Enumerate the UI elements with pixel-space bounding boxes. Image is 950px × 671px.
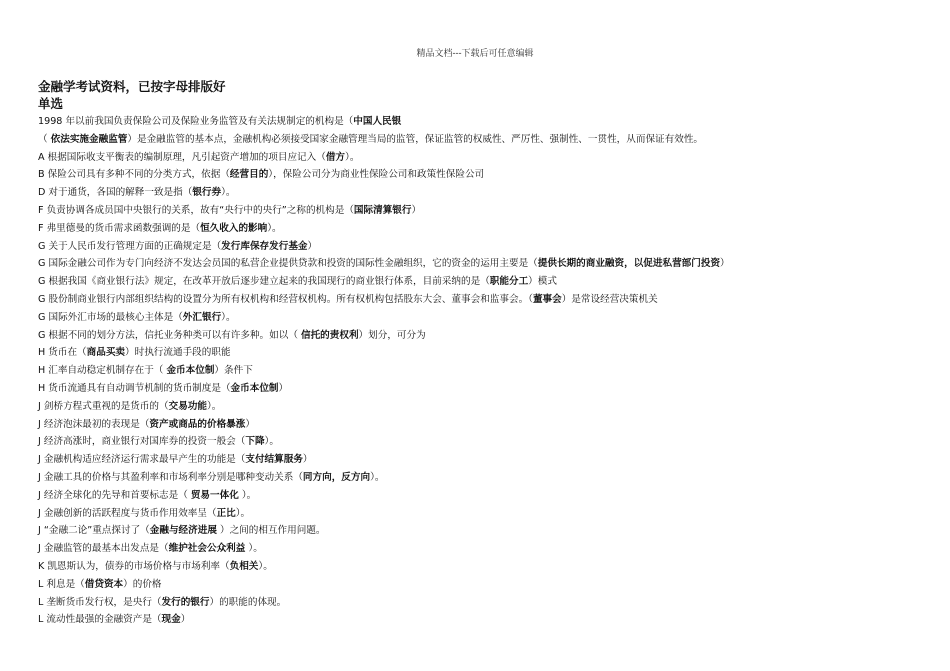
question-line (38, 522, 918, 540)
question-line (38, 113, 918, 131)
question-line (38, 416, 918, 434)
question-tail: ） (278, 382, 289, 394)
document-title: 金融学考试资料，已按字母排版好 (38, 79, 226, 94)
answer-text: 维护社会公众利益 (168, 543, 246, 555)
question-tail: ） (307, 240, 318, 252)
section-heading: 单选 (38, 96, 64, 111)
question-tail: ）。 (221, 311, 236, 323)
answer-text: 恒久收入的影响 (200, 222, 268, 234)
question-tail: ）划分，可分为 (358, 329, 426, 341)
page-header: 精品文档---下载后可任意编辑 (416, 49, 534, 59)
question-tail: ）。 (370, 471, 385, 483)
question-tail: ），保险公司分为商业性保险公司和政策性保险公司 (268, 169, 485, 181)
question-tail: ）的价格 (123, 578, 162, 590)
question-text: F 弗里德曼的货币需求函数强调的是（ (38, 222, 201, 234)
answer-text: 同方向，反方向 (302, 471, 371, 483)
question-line (38, 611, 918, 629)
answer-text: 借方 (325, 151, 346, 163)
question-line (38, 220, 918, 238)
question-line (38, 469, 918, 487)
question-line (38, 255, 918, 273)
question-tail: ） (302, 454, 313, 466)
question-tail: ）。 (221, 187, 236, 199)
answer-text: 交易功能 (168, 400, 207, 412)
question-text: G 关于人民币发行管理方面的正确规定是（ (38, 240, 222, 252)
question-line (38, 327, 918, 345)
question-tail: ） (245, 418, 255, 430)
answer-text: 经营目的 (229, 169, 269, 181)
question-tail: ）是金融监管的基本点，金融机构必须接受国家金融管理当局的监管，保证监管的权威性、严厉性、强制性、一贯性，从而保证有效性。 (127, 133, 704, 145)
question-tail: ）之间的相互作用问题。 (216, 525, 326, 537)
answer-text: 正比 (216, 507, 236, 519)
answer-text: 现金 (161, 614, 181, 626)
answer-text: 中国人民银 (353, 116, 402, 127)
question-text: （ (38, 133, 51, 145)
question-line (38, 202, 918, 220)
answer-text: 发行的银行 (161, 596, 210, 608)
question-tail: ）。 (258, 560, 273, 572)
question-line (38, 344, 918, 362)
question-tail: ）。 (267, 222, 282, 234)
question-line (38, 309, 918, 327)
question-tail: ） (411, 204, 422, 216)
question-tail: ）。 (264, 436, 279, 448)
question-line (38, 149, 918, 167)
answer-text: 资产或商品的价格暴涨 (149, 418, 246, 430)
question-text: G 根据我国《商业银行法》规定，在改革开放后逐步建立起来的我国现行的商业银行体系，目前采纳的是（ (38, 276, 490, 288)
question-tail: ）。 (238, 489, 257, 501)
question-text: J “金融二论”重点探讨了（ (38, 525, 150, 537)
question-text: K 凯恩斯认为，债券的市场价格与市场利率（ (38, 560, 230, 572)
answer-text: 国际清算银行 (353, 204, 412, 216)
question-tail: ）。 (245, 543, 263, 555)
answer-text: 外汇银行 (182, 311, 222, 323)
question-line (38, 398, 918, 416)
question-line (38, 362, 918, 380)
question-text: L 流动性最强的金融资产是（ (38, 614, 162, 626)
answer-text: 下降 (245, 436, 265, 448)
question-line (38, 433, 918, 451)
question-tail: ）。 (345, 151, 360, 163)
answer-text: 依法实施金融监管 (50, 133, 128, 145)
question-text: J 金融创新的活跃程度与货币作用效率呈（ (38, 507, 217, 519)
answer-text: 金币本位制 (230, 382, 279, 394)
answer-text: 借贷资本 (84, 578, 124, 590)
document-body (38, 78, 918, 629)
question-text: L 利息是（ (38, 578, 85, 590)
question-line (38, 291, 918, 309)
question-line (38, 238, 918, 256)
question-text: J 金融工具的价格与其盈利率和市场利率分别是哪种变动关系（ (38, 471, 303, 483)
question-text: L 垄断货币发行权，是央行（ (38, 596, 162, 608)
question-line (38, 451, 918, 469)
question-text: 1998 年以前我国负责保险公司及保险业务监管及有关法规制定的机构是（ (38, 116, 354, 127)
question-text: G 根据不同的划分方法，信托业务种类可以有许多种。如以（ (38, 329, 301, 341)
question-text: J 经济泡沫最初的表现是（ (38, 418, 150, 430)
answer-text: 董事会 (532, 293, 562, 305)
question-line (38, 131, 918, 149)
question-text: J 金融监管的最基本出发点是（ (38, 543, 169, 555)
question-line (38, 540, 918, 558)
question-text: J 剑桥方程式重视的是货币的（ (38, 400, 169, 412)
question-tail: ）是常设经营决策机关 (561, 293, 658, 305)
question-text: H 货币在（ (38, 347, 87, 359)
question-line (38, 273, 918, 291)
question-text: A 根据国际收支平衡表的编制原理，凡引起资产增加的项目应记入（ (38, 151, 326, 163)
question-line (38, 380, 918, 398)
question-line (38, 505, 918, 523)
question-text: G 国际金融公司作为专门向经济不发达会员国的私营企业提供贷款和投资的国际性金融组织，它的资金的运用主要是（ (38, 258, 538, 270)
question-list (38, 113, 918, 629)
question-line (38, 166, 918, 184)
question-line (38, 487, 918, 505)
question-text: B 保险公司具有多种不同的分类方式，依据（ (38, 169, 230, 181)
question-text: F 负责协调各成员国中央银行的关系，故有“央行中的央行”之称的机构是（ (38, 204, 354, 216)
answer-text: 职能分工 (489, 276, 529, 288)
answer-text: 商品买卖 (86, 347, 126, 359)
answer-text: 负相关 (229, 560, 259, 572)
answer-text: 支付结算服务 (245, 454, 303, 466)
answer-text: 发行库保存发行基金 (221, 240, 308, 252)
question-tail: ）时执行流通手段的职能 (125, 347, 231, 359)
question-line (38, 184, 918, 202)
answer-text: 贸易一体化 (190, 489, 239, 501)
question-text: G 国际外汇市场的最核心主体是（ (38, 311, 183, 323)
question-text: H 货币流通具有自动调节机制的货币制度是（ (38, 382, 231, 394)
question-text: H 汇率自动稳定机制存在于（ (38, 365, 167, 377)
question-text: J 经济全球化的先导和首要标志是（ (38, 489, 191, 501)
answer-text: 信托的责权利 (300, 329, 359, 341)
answer-text: 提供长期的商业融资，以促进私营部门投资 (537, 258, 721, 270)
answer-text: 金融与经济进展 (149, 525, 217, 537)
question-tail: ）的职能的体现。 (209, 596, 287, 608)
question-tail: ）。 (206, 400, 222, 412)
answer-text: 金币本位制 (166, 365, 215, 377)
question-text: J 经济高涨时，商业银行对国库券的投资一般会（ (38, 436, 246, 448)
question-tail: ）。 (235, 507, 251, 519)
question-tail: ） (180, 614, 191, 626)
question-tail: ）条件下 (214, 365, 253, 377)
question-line (38, 576, 918, 594)
question-text: D 对于通货，各国的解释一致是指（ (38, 187, 193, 199)
question-text: G 股份制商业银行内部组织结构的设置分为所有权机构和经营权机构。所有权机构包括股东大会、董事会和监事会。（ (38, 293, 533, 305)
question-text: J 金融机构适应经济运行需求最早产生的功能是（ (38, 454, 246, 466)
question-tail: ） (720, 258, 730, 270)
answer-text: 银行券 (192, 187, 222, 199)
question-line (38, 594, 918, 612)
question-line (38, 558, 918, 576)
question-tail: ）模式 (528, 276, 557, 288)
